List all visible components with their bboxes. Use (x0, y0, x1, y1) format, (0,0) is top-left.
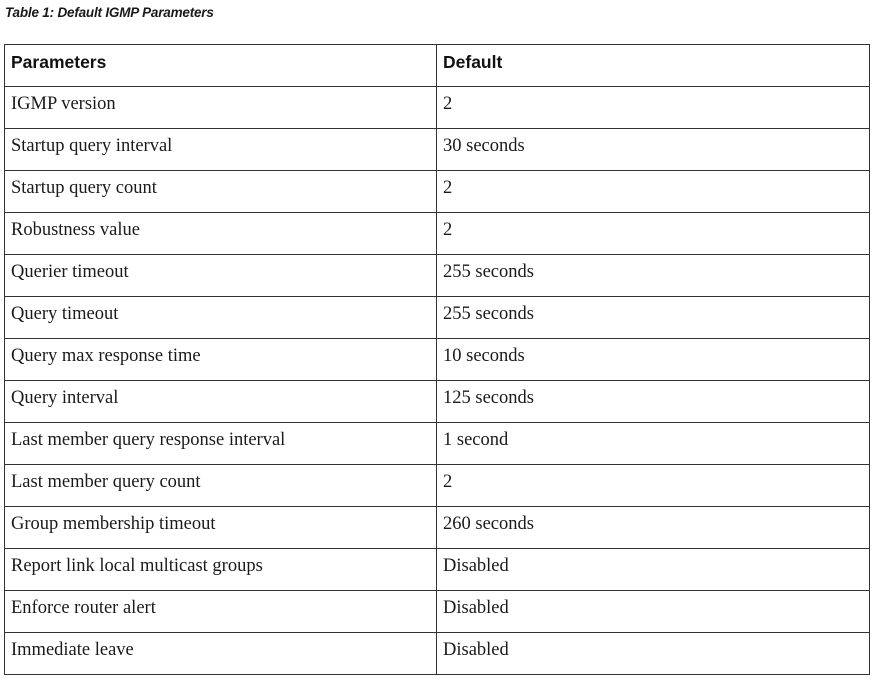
table-row (5, 87, 870, 129)
default-value-cell: 125 seconds (437, 381, 870, 423)
parameter-cell: Query timeout (5, 297, 437, 339)
table-row (5, 129, 870, 171)
table-row (5, 423, 870, 465)
table-header-row (5, 45, 870, 87)
default-value-cell: 2 (437, 213, 870, 255)
table-row (5, 213, 870, 255)
parameter-cell: Querier timeout (5, 255, 437, 297)
parameter-cell: Report link local multicast groups (5, 549, 437, 591)
default-value-cell: 260 seconds (437, 507, 870, 549)
table-row (5, 465, 870, 507)
default-value-cell: 10 seconds (437, 339, 870, 381)
table-row (5, 591, 870, 633)
default-value-cell: 255 seconds (437, 255, 870, 297)
parameter-cell: IGMP version (5, 87, 437, 129)
default-value-cell: Disabled (437, 591, 870, 633)
table-row (5, 339, 870, 381)
column-header-parameters: Parameters (5, 45, 437, 87)
igmp-parameters-table (4, 44, 870, 675)
default-value-cell: 2 (437, 171, 870, 213)
table-row (5, 507, 870, 549)
table-body (5, 87, 870, 675)
parameter-cell: Group membership timeout (5, 507, 437, 549)
table-caption: Table 1: Default IGMP Parameters (5, 5, 214, 20)
parameter-cell: Last member query count (5, 465, 437, 507)
default-value-cell: 2 (437, 465, 870, 507)
parameter-cell: Query interval (5, 381, 437, 423)
default-value-cell: Disabled (437, 549, 870, 591)
table-row (5, 255, 870, 297)
parameter-cell: Robustness value (5, 213, 437, 255)
table-row (5, 549, 870, 591)
default-value-cell: 2 (437, 87, 870, 129)
table-row (5, 171, 870, 213)
parameter-cell: Last member query response interval (5, 423, 437, 465)
table-row (5, 381, 870, 423)
parameter-cell: Query max response time (5, 339, 437, 381)
parameter-cell: Immediate leave (5, 633, 437, 675)
column-header-default: Default (437, 45, 870, 87)
default-value-cell: 1 second (437, 423, 870, 465)
parameter-cell: Enforce router alert (5, 591, 437, 633)
default-value-cell: Disabled (437, 633, 870, 675)
table-row (5, 297, 870, 339)
table-row (5, 633, 870, 675)
parameter-cell: Startup query interval (5, 129, 437, 171)
default-value-cell: 255 seconds (437, 297, 870, 339)
parameter-cell: Startup query count (5, 171, 437, 213)
default-value-cell: 30 seconds (437, 129, 870, 171)
